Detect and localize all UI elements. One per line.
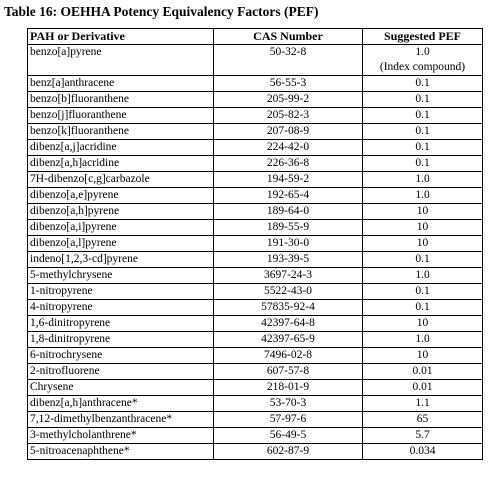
- table-row: [28, 188, 483, 204]
- pef-value-cell: [363, 236, 483, 252]
- pef-value: 0.1: [415, 109, 430, 121]
- pef-value: 10: [416, 317, 429, 329]
- column-header-cas: CAS Number: [214, 29, 363, 45]
- table-row: [28, 252, 483, 268]
- cas-number-cell: 189-55-9: [214, 220, 363, 236]
- compound-name-cell: dibenz[a,h]anthracene*: [28, 396, 214, 412]
- compound-name-cell: 2-nitrofluorene: [28, 364, 214, 380]
- pef-value: 10: [416, 205, 429, 217]
- pef-value-cell: [363, 76, 483, 92]
- cas-number-cell: 56-55-3: [214, 76, 363, 92]
- table-row: [28, 45, 483, 76]
- cas-number-cell: 194-59-2: [214, 172, 363, 188]
- column-header-pef: Suggested PEF: [363, 29, 483, 45]
- pef-value-cell: [363, 284, 483, 300]
- cas-number-cell: 53-70-3: [214, 396, 363, 412]
- pef-value-cell: [363, 364, 483, 380]
- table-row: [28, 428, 483, 444]
- pef-value-cell: [363, 412, 483, 428]
- pef-value: 0.1: [415, 125, 430, 137]
- pef-value: 1.1: [415, 397, 430, 409]
- table-row: [28, 396, 483, 412]
- pef-value: 0.034: [409, 445, 436, 457]
- pef-value: 0.1: [415, 93, 430, 105]
- pef-value: 0.01: [412, 381, 433, 393]
- cas-number-cell: 191-30-0: [214, 236, 363, 252]
- compound-name-cell: dibenzo[a,e]pyrene: [28, 188, 214, 204]
- pef-value-cell: [363, 428, 483, 444]
- table-caption: Table 16: OEHHA Potency Equivalency Factors (PEF): [4, 4, 319, 19]
- pef-value: 0.1: [415, 285, 430, 297]
- compound-name-cell: dibenzo[a,i]pyrene: [28, 220, 214, 236]
- pef-value: 1.0: [415, 333, 430, 345]
- table-row: [28, 348, 483, 364]
- pef-value: 10: [416, 349, 429, 361]
- table-row: [28, 444, 483, 460]
- cas-number-cell: 3697-24-3: [214, 268, 363, 284]
- cas-number-cell: 205-99-2: [214, 92, 363, 108]
- pef-value: 0.1: [415, 141, 430, 153]
- pef-note: (Index compound): [379, 61, 466, 73]
- compound-name-cell: benzo[j]fluoranthene: [28, 108, 214, 124]
- pef-value-cell: [363, 156, 483, 172]
- table-row: [28, 92, 483, 108]
- pef-value-cell: [363, 108, 483, 124]
- table-row: [28, 172, 483, 188]
- pef-value-cell: [363, 124, 483, 140]
- table-header-row: [28, 29, 483, 45]
- cas-number-cell: 189-64-0: [214, 204, 363, 220]
- compound-name-cell: dibenzo[a,h]pyrene: [28, 204, 214, 220]
- table-row: [28, 108, 483, 124]
- compound-name-cell: dibenzo[a,l]pyrene: [28, 236, 214, 252]
- compound-name-cell: benz[a]anthracene: [28, 76, 214, 92]
- table-row: [28, 300, 483, 316]
- pef-value-cell: [363, 300, 483, 316]
- pef-value-cell: [363, 380, 483, 396]
- compound-name-cell: benzo[a]pyrene: [28, 45, 214, 76]
- cas-number-cell: 7496-02-8: [214, 348, 363, 364]
- table-row: [28, 140, 483, 156]
- pef-value-cell: [363, 204, 483, 220]
- column-header-compound: PAH or Derivative: [28, 29, 214, 45]
- table-row: [28, 124, 483, 140]
- compound-name-cell: Chrysene: [28, 380, 214, 396]
- pef-value-cell: [363, 332, 483, 348]
- pef-value: 10: [416, 221, 429, 233]
- compound-name-cell: 5-nitroacenaphthene*: [28, 444, 214, 460]
- cas-number-cell: 5522-43-0: [214, 284, 363, 300]
- pef-value-cell: [363, 396, 483, 412]
- cas-number-cell: 42397-64-8: [214, 316, 363, 332]
- pef-value: 0.1: [415, 253, 430, 265]
- pef-value-cell: [363, 140, 483, 156]
- cas-number-cell: 226-36-8: [214, 156, 363, 172]
- pef-table: [27, 28, 483, 460]
- pef-value: 0.1: [415, 77, 430, 89]
- table-row: [28, 412, 483, 428]
- compound-name-cell: 1-nitropyrene: [28, 284, 214, 300]
- table-row: [28, 284, 483, 300]
- pef-value-cell: [363, 45, 483, 76]
- compound-name-cell: indeno[1,2,3-cd]pyrene: [28, 252, 214, 268]
- cas-number-cell: 205-82-3: [214, 108, 363, 124]
- cas-number-cell: 56-49-5: [214, 428, 363, 444]
- cas-number-cell: 193-39-5: [214, 252, 363, 268]
- pef-value-cell: [363, 188, 483, 204]
- table-row: [28, 220, 483, 236]
- table-body: [28, 45, 483, 460]
- compound-name-cell: 7H-dibenzo[c,g]carbazole: [28, 172, 214, 188]
- table-row: [28, 380, 483, 396]
- compound-name-cell: 7,12-dimethylbenzanthracene*: [28, 412, 214, 428]
- cas-number-cell: 57-97-6: [214, 412, 363, 428]
- pef-value-cell: [363, 444, 483, 460]
- table-row: [28, 268, 483, 284]
- compound-name-cell: dibenz[a,h]acridine: [28, 156, 214, 172]
- table-row: [28, 156, 483, 172]
- compound-name-cell: dibenz[a,j]acridine: [28, 140, 214, 156]
- compound-name-cell: benzo[b]fluoranthene: [28, 92, 214, 108]
- pef-value: 65: [416, 413, 429, 425]
- pef-value-cell: [363, 92, 483, 108]
- table-row: [28, 236, 483, 252]
- pef-value: 1.0: [415, 46, 430, 58]
- table-row: [28, 76, 483, 92]
- compound-name-cell: 3-methylcholanthrene*: [28, 428, 214, 444]
- compound-name-cell: 6-nitrochrysene: [28, 348, 214, 364]
- cas-number-cell: 607-57-8: [214, 364, 363, 380]
- pef-value: 1.0: [415, 269, 430, 281]
- cas-number-cell: 218-01-9: [214, 380, 363, 396]
- compound-name-cell: benzo[k]fluoranthene: [28, 124, 214, 140]
- pef-value: 0.01: [412, 365, 433, 377]
- pef-value-cell: [363, 316, 483, 332]
- compound-name-cell: 4-nitropyrene: [28, 300, 214, 316]
- pef-value-cell: [363, 220, 483, 236]
- table-row: [28, 364, 483, 380]
- cas-number-cell: 207-08-9: [214, 124, 363, 140]
- cas-number-cell: 192-65-4: [214, 188, 363, 204]
- pef-value-cell: [363, 252, 483, 268]
- pef-value: 1.0: [415, 189, 430, 201]
- cas-number-cell: 57835-92-4: [214, 300, 363, 316]
- pef-value: 5.7: [415, 429, 430, 441]
- compound-name-cell: 5-methylchrysene: [28, 268, 214, 284]
- pef-value: 10: [416, 237, 429, 249]
- compound-name-cell: 1,8-dinitropyrene: [28, 332, 214, 348]
- cas-number-cell: 42397-65-9: [214, 332, 363, 348]
- table-row: [28, 316, 483, 332]
- pef-value: 0.1: [415, 301, 430, 313]
- table-row: [28, 332, 483, 348]
- pef-value-cell: [363, 348, 483, 364]
- cas-number-cell: 224-42-0: [214, 140, 363, 156]
- table-row: [28, 204, 483, 220]
- pef-value-cell: [363, 172, 483, 188]
- compound-name-cell: 1,6-dinitropyrene: [28, 316, 214, 332]
- pef-value: 0.1: [415, 157, 430, 169]
- cas-number-cell: 602-87-9: [214, 444, 363, 460]
- pef-value: 1.0: [415, 173, 430, 185]
- pef-value-cell: [363, 268, 483, 284]
- cas-number-cell: 50-32-8: [214, 45, 363, 76]
